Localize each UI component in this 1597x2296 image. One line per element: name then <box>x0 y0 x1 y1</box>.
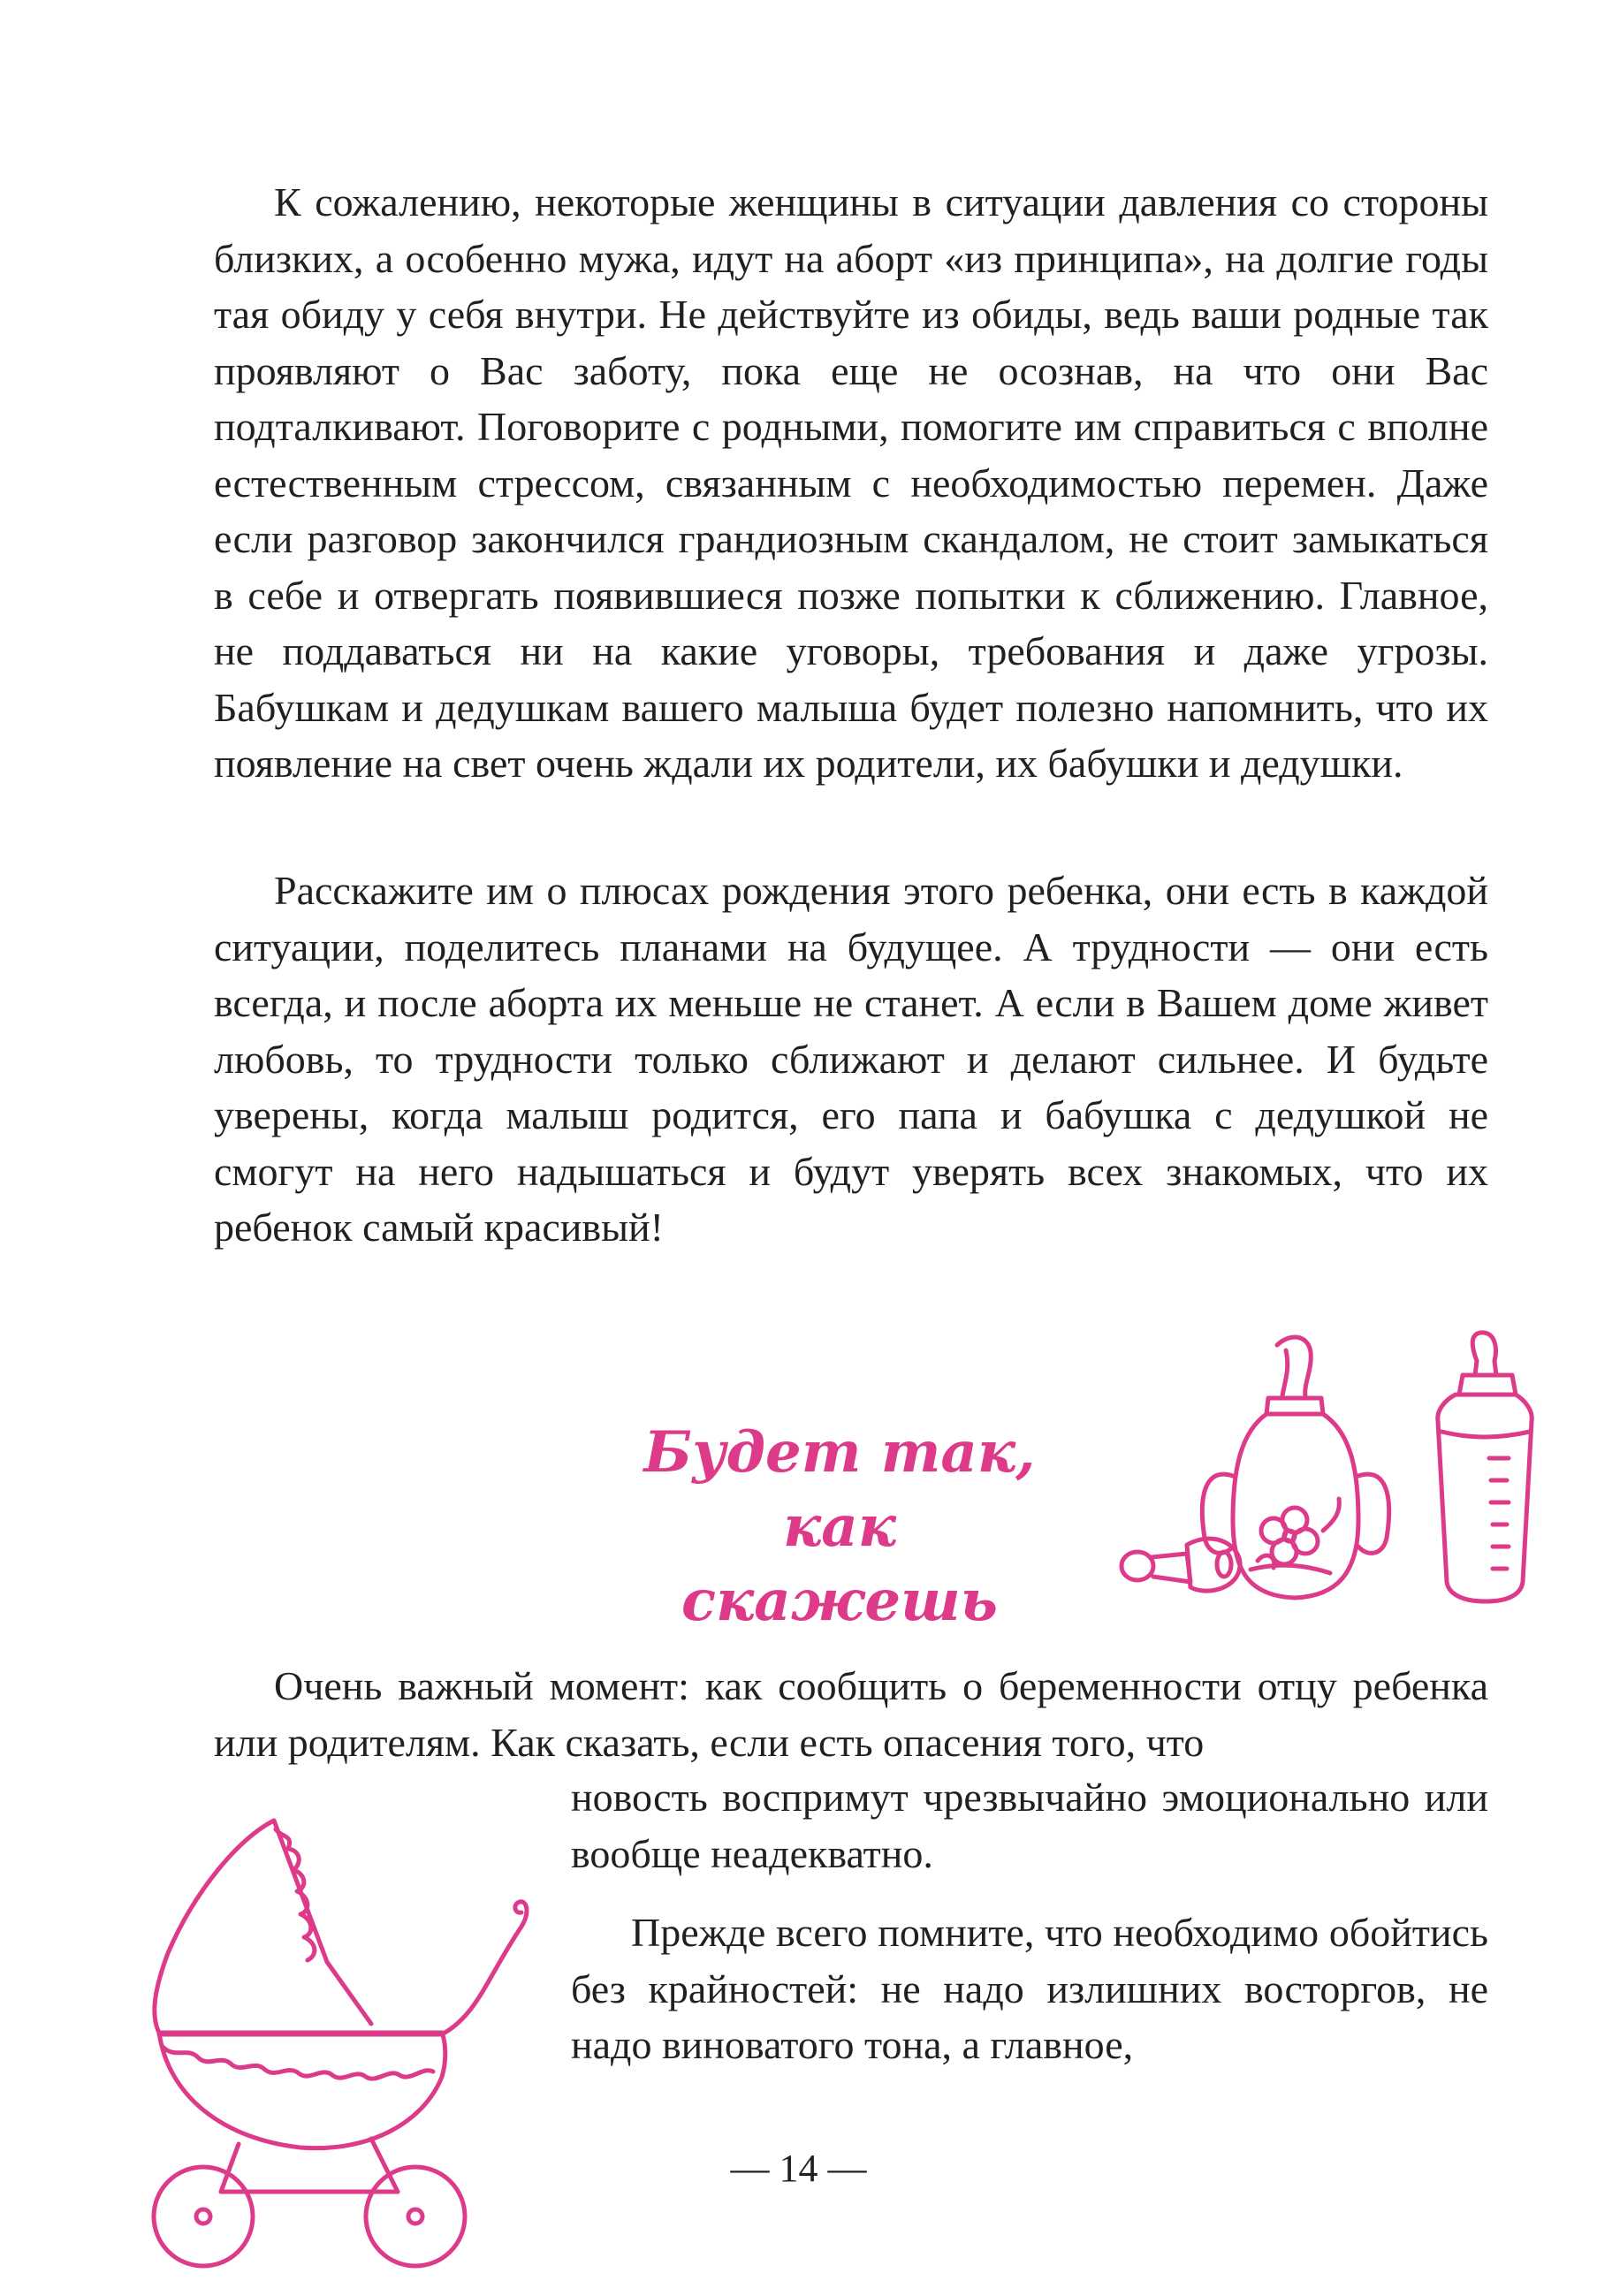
paragraph-2 <box>214 863 1488 1256</box>
paragraph-3-continuation <box>571 1769 1488 1882</box>
pacifier-icon <box>1122 1539 1240 1591</box>
page-number: — 14 — <box>730 2147 867 2190</box>
section-heading-line-1: Будет так, <box>643 1419 1036 1486</box>
paragraph-1-text: К сожалению, некоторые женщины в ситуации давления со стороны близких, а особенно мужа, идут на аборт «из принципа», на долгие годы тая обиду у себя внутри. Не действуйте из обиды, ведь ваши родные так проявляют о Вас заботу, пока еще не осознав, на что они Вас подталкивают. Поговорите с родными, помогите им справиться с вполне естественным стрессом, связанным с необходимостью перемен. Даже если разговор закончился грандиозным скандалом, не стоит замыкаться в себе и отвергать появившиеся позже попытки к сближению. Главное, не поддаваться ни на какие уговоры, требования и даже угрозы. Бабушкам и дедушкам вашего малыша будет полезно напомнить, что их появление на свет очень ждали их родители, их бабушки и дедушки. <box>214 179 1488 786</box>
baby-stroller-illustration <box>106 1803 548 2280</box>
section-heading <box>619 1416 1061 1638</box>
section-heading-line-2: как скажешь <box>681 1494 998 1634</box>
paragraph-4-text: Прежде всего помните, что необходимо обойтись без крайностей: не надо излишних восторгов, не надо виноватого тона, а главное, <box>571 1910 1488 2067</box>
paragraph-3 <box>214 1658 1488 1770</box>
paragraph-1 <box>214 174 1488 792</box>
paragraph-4 <box>571 1904 1488 2073</box>
baby-stroller-icon <box>154 1821 527 2266</box>
paragraph-3-text: Очень важный момент: как сообщить о беременности отцу ребенка или родителям. Как сказать, если есть опасения того, что <box>214 1663 1488 1765</box>
paragraph-3-continuation-text: новость воспримут чрезвычайно эмоционально или вообще неадекватно. <box>571 1775 1488 1876</box>
baby-items-illustration <box>1109 1326 1569 1617</box>
paragraph-2-text: Расскажите им о плюсах рождения этого ребенка, они есть в каждой ситуации, поделитесь планами на будущее. А трудности — они есть всегда, и после аборта их меньше не станет. А если в Вашем доме живет любовь, то трудности только сближают и делают сильнее. И будьте уверены, когда малыш родится, его папа и бабушка с дедушкой не смогут на него надышаться и будут уверять всех знакомых, что их ребенок самый красивый! <box>214 868 1488 1250</box>
baby-bottle-icon <box>1438 1333 1532 1601</box>
